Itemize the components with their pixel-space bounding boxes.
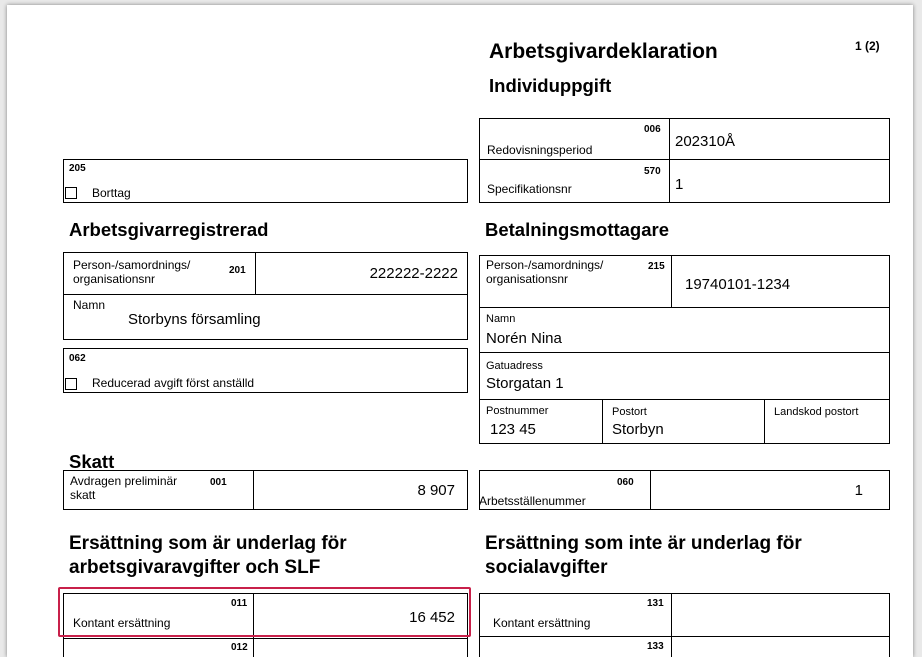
workplace-code: 060: [617, 477, 634, 488]
divider: [479, 399, 890, 400]
page-number: 1 (2): [855, 39, 880, 53]
payee-postal-label: Postnummer: [486, 405, 549, 417]
divider: [479, 636, 890, 637]
employer-name-label: Namn: [73, 298, 106, 312]
comp-basis-label: Kontant ersättning: [73, 616, 171, 630]
reduced-label: Reducerad avgift först anställd: [92, 376, 255, 390]
payee-id-label-1: Person-/samordnings/: [486, 258, 604, 272]
divider: [479, 307, 890, 308]
employer-id-label-2: organisationsnr: [73, 272, 156, 286]
comp-basis-code: 011: [231, 598, 248, 609]
divider: [669, 118, 670, 203]
period-code: 006: [644, 124, 661, 135]
removed-checkbox[interactable]: [65, 187, 77, 199]
period-label: Redovisningsperiod: [487, 143, 593, 157]
removed-code: 205: [69, 163, 86, 174]
employer-id-code: 201: [229, 265, 246, 276]
payee-postal-value[interactable]: 123 45: [490, 421, 536, 438]
workplace-value[interactable]: 1: [854, 482, 863, 499]
divider: [63, 294, 468, 295]
payee-street-value[interactable]: Storgatan 1: [486, 375, 564, 392]
payee-id-value[interactable]: 19740101-1234: [685, 276, 791, 293]
divider: [650, 470, 651, 510]
comp-basis-next-code: 012: [231, 642, 248, 653]
page-title: Arbetsgivardeklaration: [489, 40, 718, 63]
spec-value[interactable]: 1: [675, 176, 684, 193]
payee-heading: Betalningsmottagare: [485, 219, 670, 240]
payee-id-code: 215: [648, 261, 665, 272]
spec-code: 570: [644, 166, 661, 177]
divider: [63, 638, 468, 639]
employer-heading: Arbetsgivarregistrerad: [69, 219, 269, 240]
comp-basis-heading-2: arbetsgivaravgifter och SLF: [69, 557, 321, 578]
removed-label: Borttag: [92, 186, 131, 200]
comp-nonbasis-heading-2: socialavgifter: [485, 557, 608, 578]
payee-city-value[interactable]: Storbyn: [612, 421, 664, 438]
comp-nonbasis-heading-1: Ersättning som inte är underlag för: [485, 533, 802, 554]
payee-city-label: Postort: [612, 406, 647, 418]
tax-label-2: skatt: [70, 488, 96, 502]
tax-label-1: Avdragen preliminär: [70, 474, 178, 488]
spec-label: Specifikationsnr: [487, 182, 572, 196]
payee-name-value[interactable]: Norén Nina: [486, 330, 562, 347]
divider: [253, 470, 254, 510]
workplace-label: Arbetsställenummer: [479, 494, 586, 508]
divider: [479, 159, 890, 160]
payee-country-label: Landskod postort: [774, 406, 859, 418]
period-value[interactable]: 202310Å: [675, 133, 736, 150]
divider: [602, 399, 603, 444]
tax-code: 001: [210, 477, 227, 488]
payee-street-label: Gatuadress: [486, 360, 543, 372]
payee-name-label: Namn: [486, 313, 516, 325]
divider: [764, 399, 765, 444]
tax-value[interactable]: 8 907: [417, 482, 455, 499]
comp-nonbasis-label: Kontant ersättning: [493, 616, 591, 630]
divider: [671, 255, 672, 307]
employer-id-value[interactable]: 222222-2222: [369, 265, 458, 282]
divider: [255, 252, 256, 294]
comp-nonbasis-code: 131: [647, 598, 664, 609]
employer-id-label-1: Person-/samordnings/: [73, 258, 191, 272]
comp-basis-heading-1: Ersättning som är underlag för: [69, 533, 347, 554]
highlight-frame: [58, 587, 471, 637]
page-subtitle: Individuppgift: [489, 75, 612, 96]
divider: [479, 352, 890, 353]
divider: [671, 593, 672, 657]
comp-basis-value[interactable]: 16 452: [409, 609, 455, 626]
comp-nonbasis-next-code: 133: [647, 641, 664, 652]
declaration-page: [7, 5, 913, 657]
reduced-checkbox[interactable]: [65, 378, 77, 390]
payee-id-label-2: organisationsnr: [486, 272, 569, 286]
employer-name-value[interactable]: Storbyns församling: [128, 311, 261, 328]
tax-heading: Skatt: [69, 451, 115, 472]
reduced-code: 062: [69, 353, 86, 364]
